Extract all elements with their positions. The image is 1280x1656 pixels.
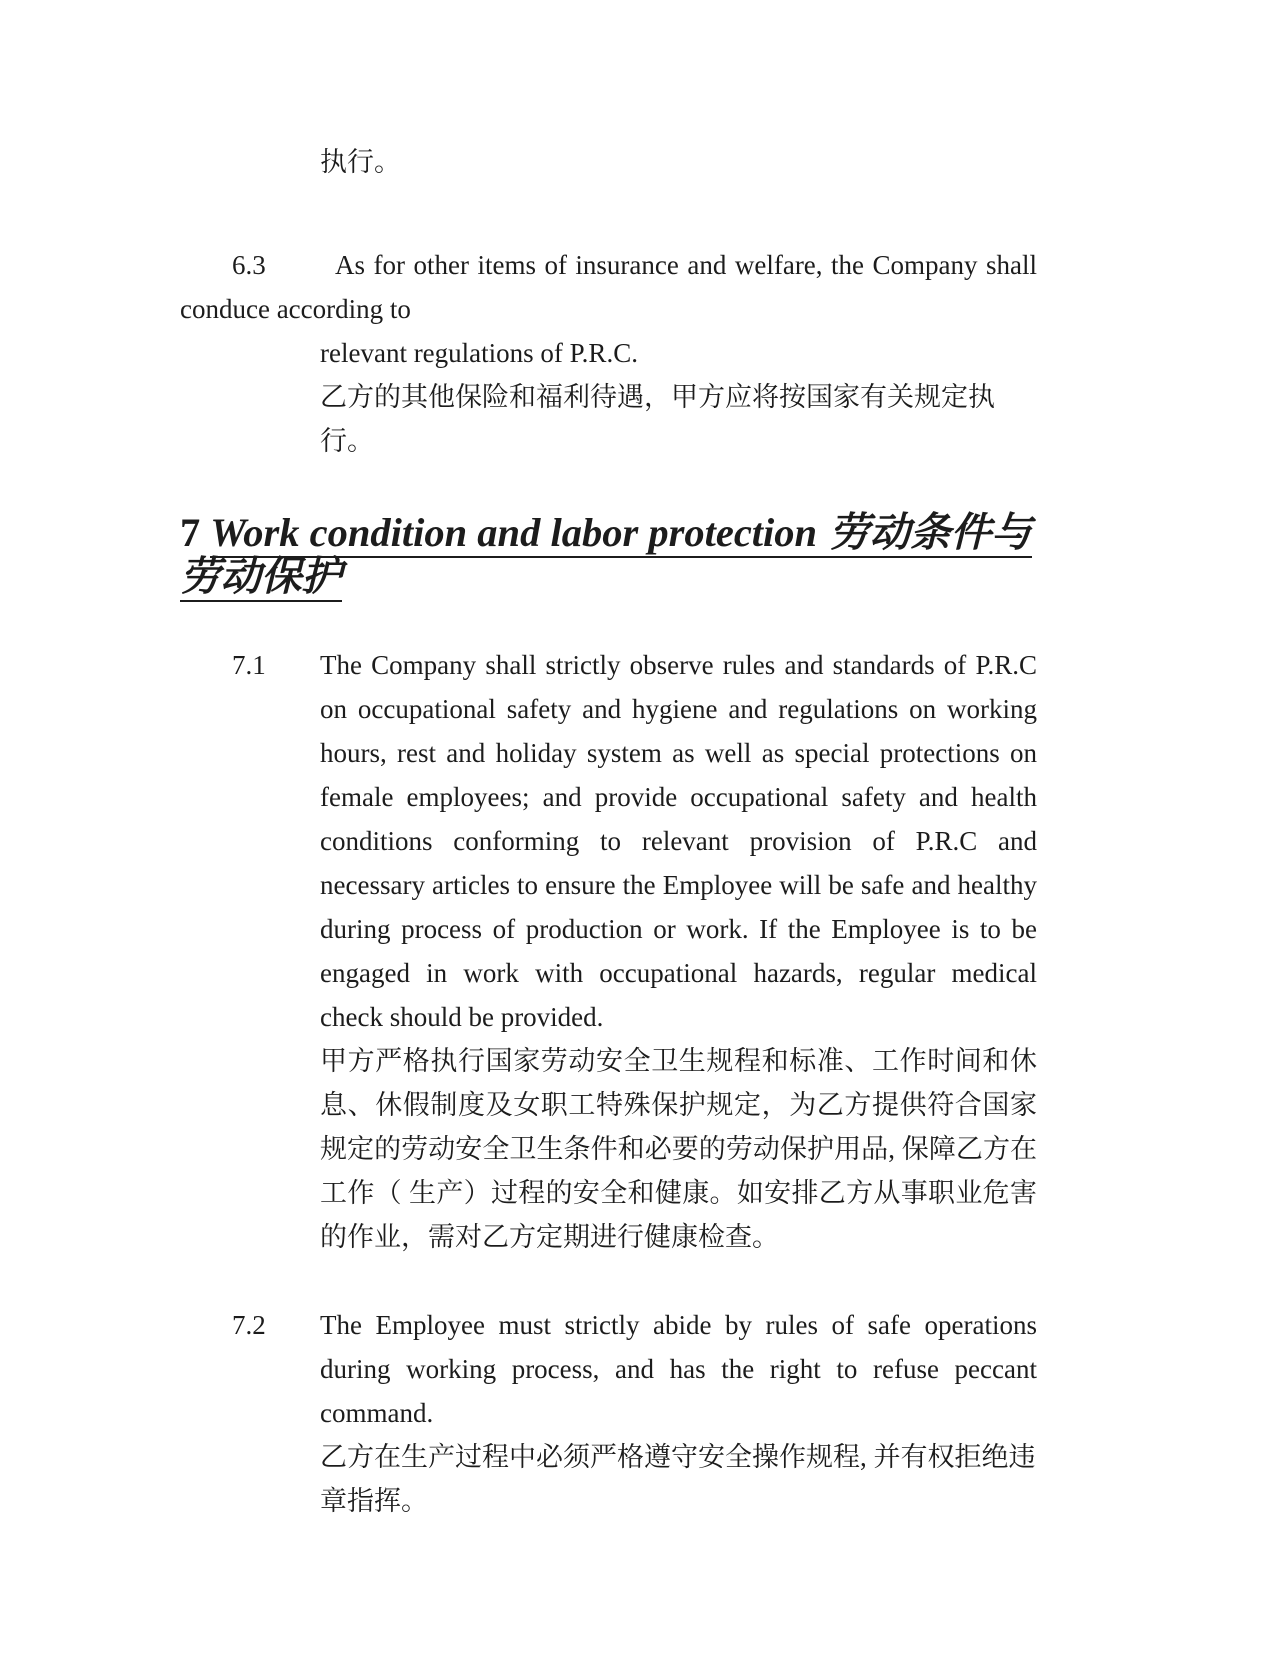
clause-6-3-english-line2: relevant regulations of P.R.C. — [320, 338, 638, 368]
clause-7-1-english: The Company shall strictly observe rules and standards of P.R.C on occupational safety and hygiene and regulations on working hours, rest and holiday system as well as special protections on female employees; and provide occupational safety and health conditions conforming to relevant provision of P.R.C and necessary articles to ensure the Employee will be safe and healthy during process of production or work. If the Employee is to be engaged in work with occupational hazards, regular medical check should be provided. — [320, 650, 1037, 1032]
clause-number: 7.1 — [232, 650, 266, 680]
document-content — [180, 140, 1037, 1523]
paragraph-continuation: 执行。 — [320, 147, 401, 177]
section-7-title-english: Work condition and labor protection — [210, 510, 818, 555]
clause-6-3-english: As for other items of insurance and welfare, the Company shall conduce according to — [180, 250, 1037, 324]
section-7-title — [180, 510, 1032, 602]
section-7-number: 7 — [180, 510, 201, 555]
section-7-title-chinese: 劳动条件与劳动保护 — [180, 510, 1032, 599]
clause-7-1 — [180, 643, 1037, 1039]
clause-6-3 — [180, 243, 1037, 331]
clause-7-2-chinese: 乙方在生产过程中必须严格遵守安全操作规程, 并有权拒绝违章指挥。 — [320, 1442, 1036, 1516]
clause-7-2-english: The Employee must strictly abide by rules of safe operations during working process, and has the right to refuse peccant command. — [320, 1310, 1037, 1428]
section-7-heading — [180, 511, 1037, 599]
clause-7-1-chinese: 甲方严格执行国家劳动安全卫生规程和标准、工作时间和休息、休假制度及女职工特殊保护规定，为乙方提供符合国家规定的劳动安全卫生条件和必要的劳动保护用品, 保障乙方在工作（ 生产）过程的安全和健康。如安排乙方从事职业危害的作业，需对乙方定期进行健康检查。 — [320, 1046, 1037, 1252]
clause-number: 6.3 — [232, 250, 266, 280]
clause-7-2 — [180, 1303, 1037, 1435]
clause-6-3-chinese: 乙方的其他保险和福利待遇，甲方应将按国家有关规定执行。 — [320, 382, 995, 456]
clause-number: 7.2 — [232, 1310, 266, 1340]
